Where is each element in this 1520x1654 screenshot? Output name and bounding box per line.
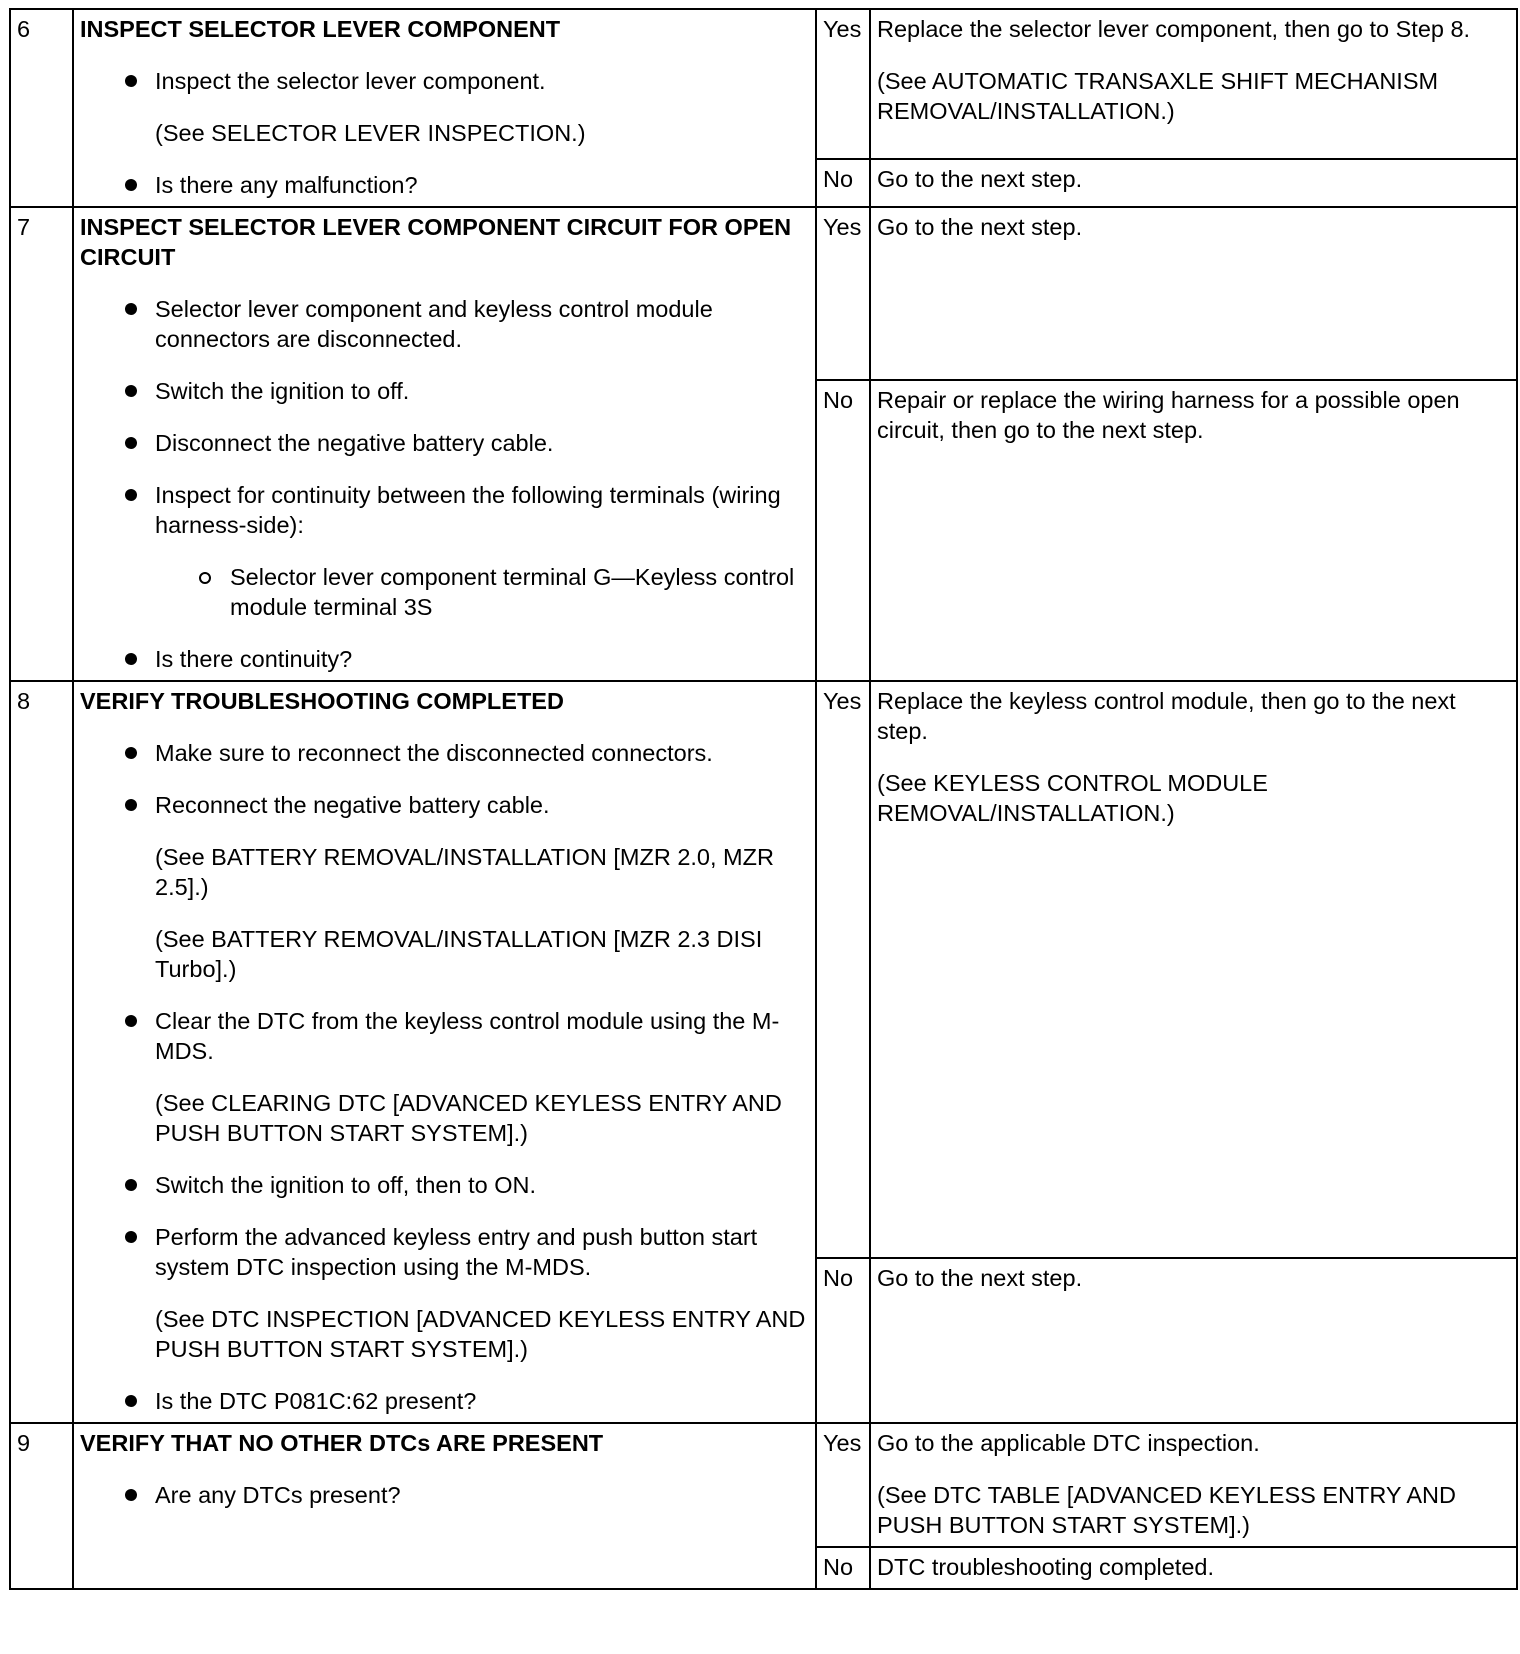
procedure-list — [80, 738, 809, 1416]
action-text: Replace the selector lever component, then go to Step 8. — [877, 16, 1471, 42]
bullet-item: Switch the ignition to off. — [80, 376, 809, 406]
action-text: Go to the next step. — [877, 214, 1083, 240]
no-label: No — [816, 159, 870, 207]
no-label: No — [816, 1547, 870, 1589]
yes-label: Yes — [816, 681, 870, 1258]
reference-note: (See BATTERY REMOVAL/INSTALLATION [MZR 2.3 DISI Turbo].) — [155, 926, 763, 982]
no-label: No — [816, 380, 870, 681]
procedure-list — [80, 66, 809, 200]
bullet-item: Is the DTC P081C:62 present? — [80, 1386, 809, 1416]
step-title: VERIFY TROUBLESHOOTING COMPLETED — [80, 688, 564, 714]
reference-note: (See BATTERY REMOVAL/INSTALLATION [MZR 2.0, MZR 2.5].) — [155, 844, 774, 900]
step-procedure — [73, 1423, 816, 1589]
bullet-item: Clear the DTC from the keyless control module using the M-MDS. — [80, 1006, 809, 1066]
yes-label: Yes — [816, 207, 870, 380]
bullet-item: Are any DTCs present? — [80, 1480, 809, 1510]
bullet-item: Make sure to reconnect the disconnected connectors. — [80, 738, 809, 768]
no-action — [870, 1258, 1517, 1423]
reference-note: (See DTC TABLE [ADVANCED KEYLESS ENTRY AND PUSH BUTTON START SYSTEM].) — [877, 1482, 1456, 1538]
bullet-item: Disconnect the negative battery cable. — [80, 428, 809, 458]
step-procedure — [73, 207, 816, 681]
procedure-list — [80, 1480, 809, 1510]
action-text: DTC troubleshooting completed. — [877, 1554, 1215, 1580]
bullet-item: Switch the ignition to off, then to ON. — [80, 1170, 809, 1200]
step-title: INSPECT SELECTOR LEVER COMPONENT CIRCUIT FOR OPEN CIRCUIT — [80, 214, 792, 270]
bullet-item: Inspect for continuity between the following terminals (wiring harness-side): — [80, 480, 809, 540]
step-procedure — [73, 681, 816, 1423]
reference-note: (See DTC INSPECTION [ADVANCED KEYLESS ENTRY AND PUSH BUTTON START SYSTEM].) — [155, 1306, 806, 1362]
step-number: 8 — [10, 681, 73, 1423]
no-action — [870, 380, 1517, 681]
step-8-yes-row — [10, 681, 1517, 1258]
action-text: Repair or replace the wiring harness for a possible open circuit, then go to the next step. — [877, 387, 1460, 443]
step-procedure — [73, 9, 816, 207]
action-text: Replace the keyless control module, then go to the next step. — [877, 688, 1456, 744]
step-number: 7 — [10, 207, 73, 681]
action-text: Go to the next step. — [877, 166, 1083, 192]
bullet-item: Perform the advanced keyless entry and push button start system DTC inspection using the M-MDS. — [80, 1222, 809, 1282]
step-title: INSPECT SELECTOR LEVER COMPONENT — [80, 16, 561, 42]
sub-bullet-item: Selector lever component terminal G—Keyless control module terminal 3S — [80, 562, 809, 622]
yes-action — [870, 207, 1517, 380]
bullet-item: Is there continuity? — [80, 644, 809, 674]
reference-note: (See CLEARING DTC [ADVANCED KEYLESS ENTRY AND PUSH BUTTON START SYSTEM].) — [155, 1090, 782, 1146]
bullet-item: Selector lever component and keyless control module connectors are disconnected. — [80, 294, 809, 354]
action-text: Go to the applicable DTC inspection. — [877, 1430, 1260, 1456]
no-action — [870, 159, 1517, 207]
bullet-item: Is there any malfunction? — [80, 170, 809, 200]
yes-action — [870, 9, 1517, 159]
step-9-yes-row — [10, 1423, 1517, 1547]
bullet-item: Inspect the selector lever component. — [80, 66, 809, 96]
yes-action — [870, 681, 1517, 1258]
step-7-yes-row — [10, 207, 1517, 380]
reference-note: (See AUTOMATIC TRANSAXLE SHIFT MECHANISM REMOVAL/INSTALLATION.) — [877, 68, 1439, 124]
step-number: 6 — [10, 9, 73, 207]
yes-label: Yes — [816, 1423, 870, 1547]
procedure-list — [80, 294, 809, 674]
no-action — [870, 1547, 1517, 1589]
step-number: 9 — [10, 1423, 73, 1589]
reference-note: (See SELECTOR LEVER INSPECTION.) — [155, 120, 586, 146]
yes-label: Yes — [816, 9, 870, 159]
yes-action — [870, 1423, 1517, 1547]
step-6-yes-row — [10, 9, 1517, 159]
troubleshooting-table — [9, 8, 1518, 1590]
reference-note: (See KEYLESS CONTROL MODULE REMOVAL/INSTALLATION.) — [877, 770, 1268, 826]
bullet-item: Reconnect the negative battery cable. — [80, 790, 809, 820]
action-text: Go to the next step. — [877, 1265, 1083, 1291]
step-title: VERIFY THAT NO OTHER DTCs ARE PRESENT — [80, 1430, 604, 1456]
no-label: No — [816, 1258, 870, 1423]
